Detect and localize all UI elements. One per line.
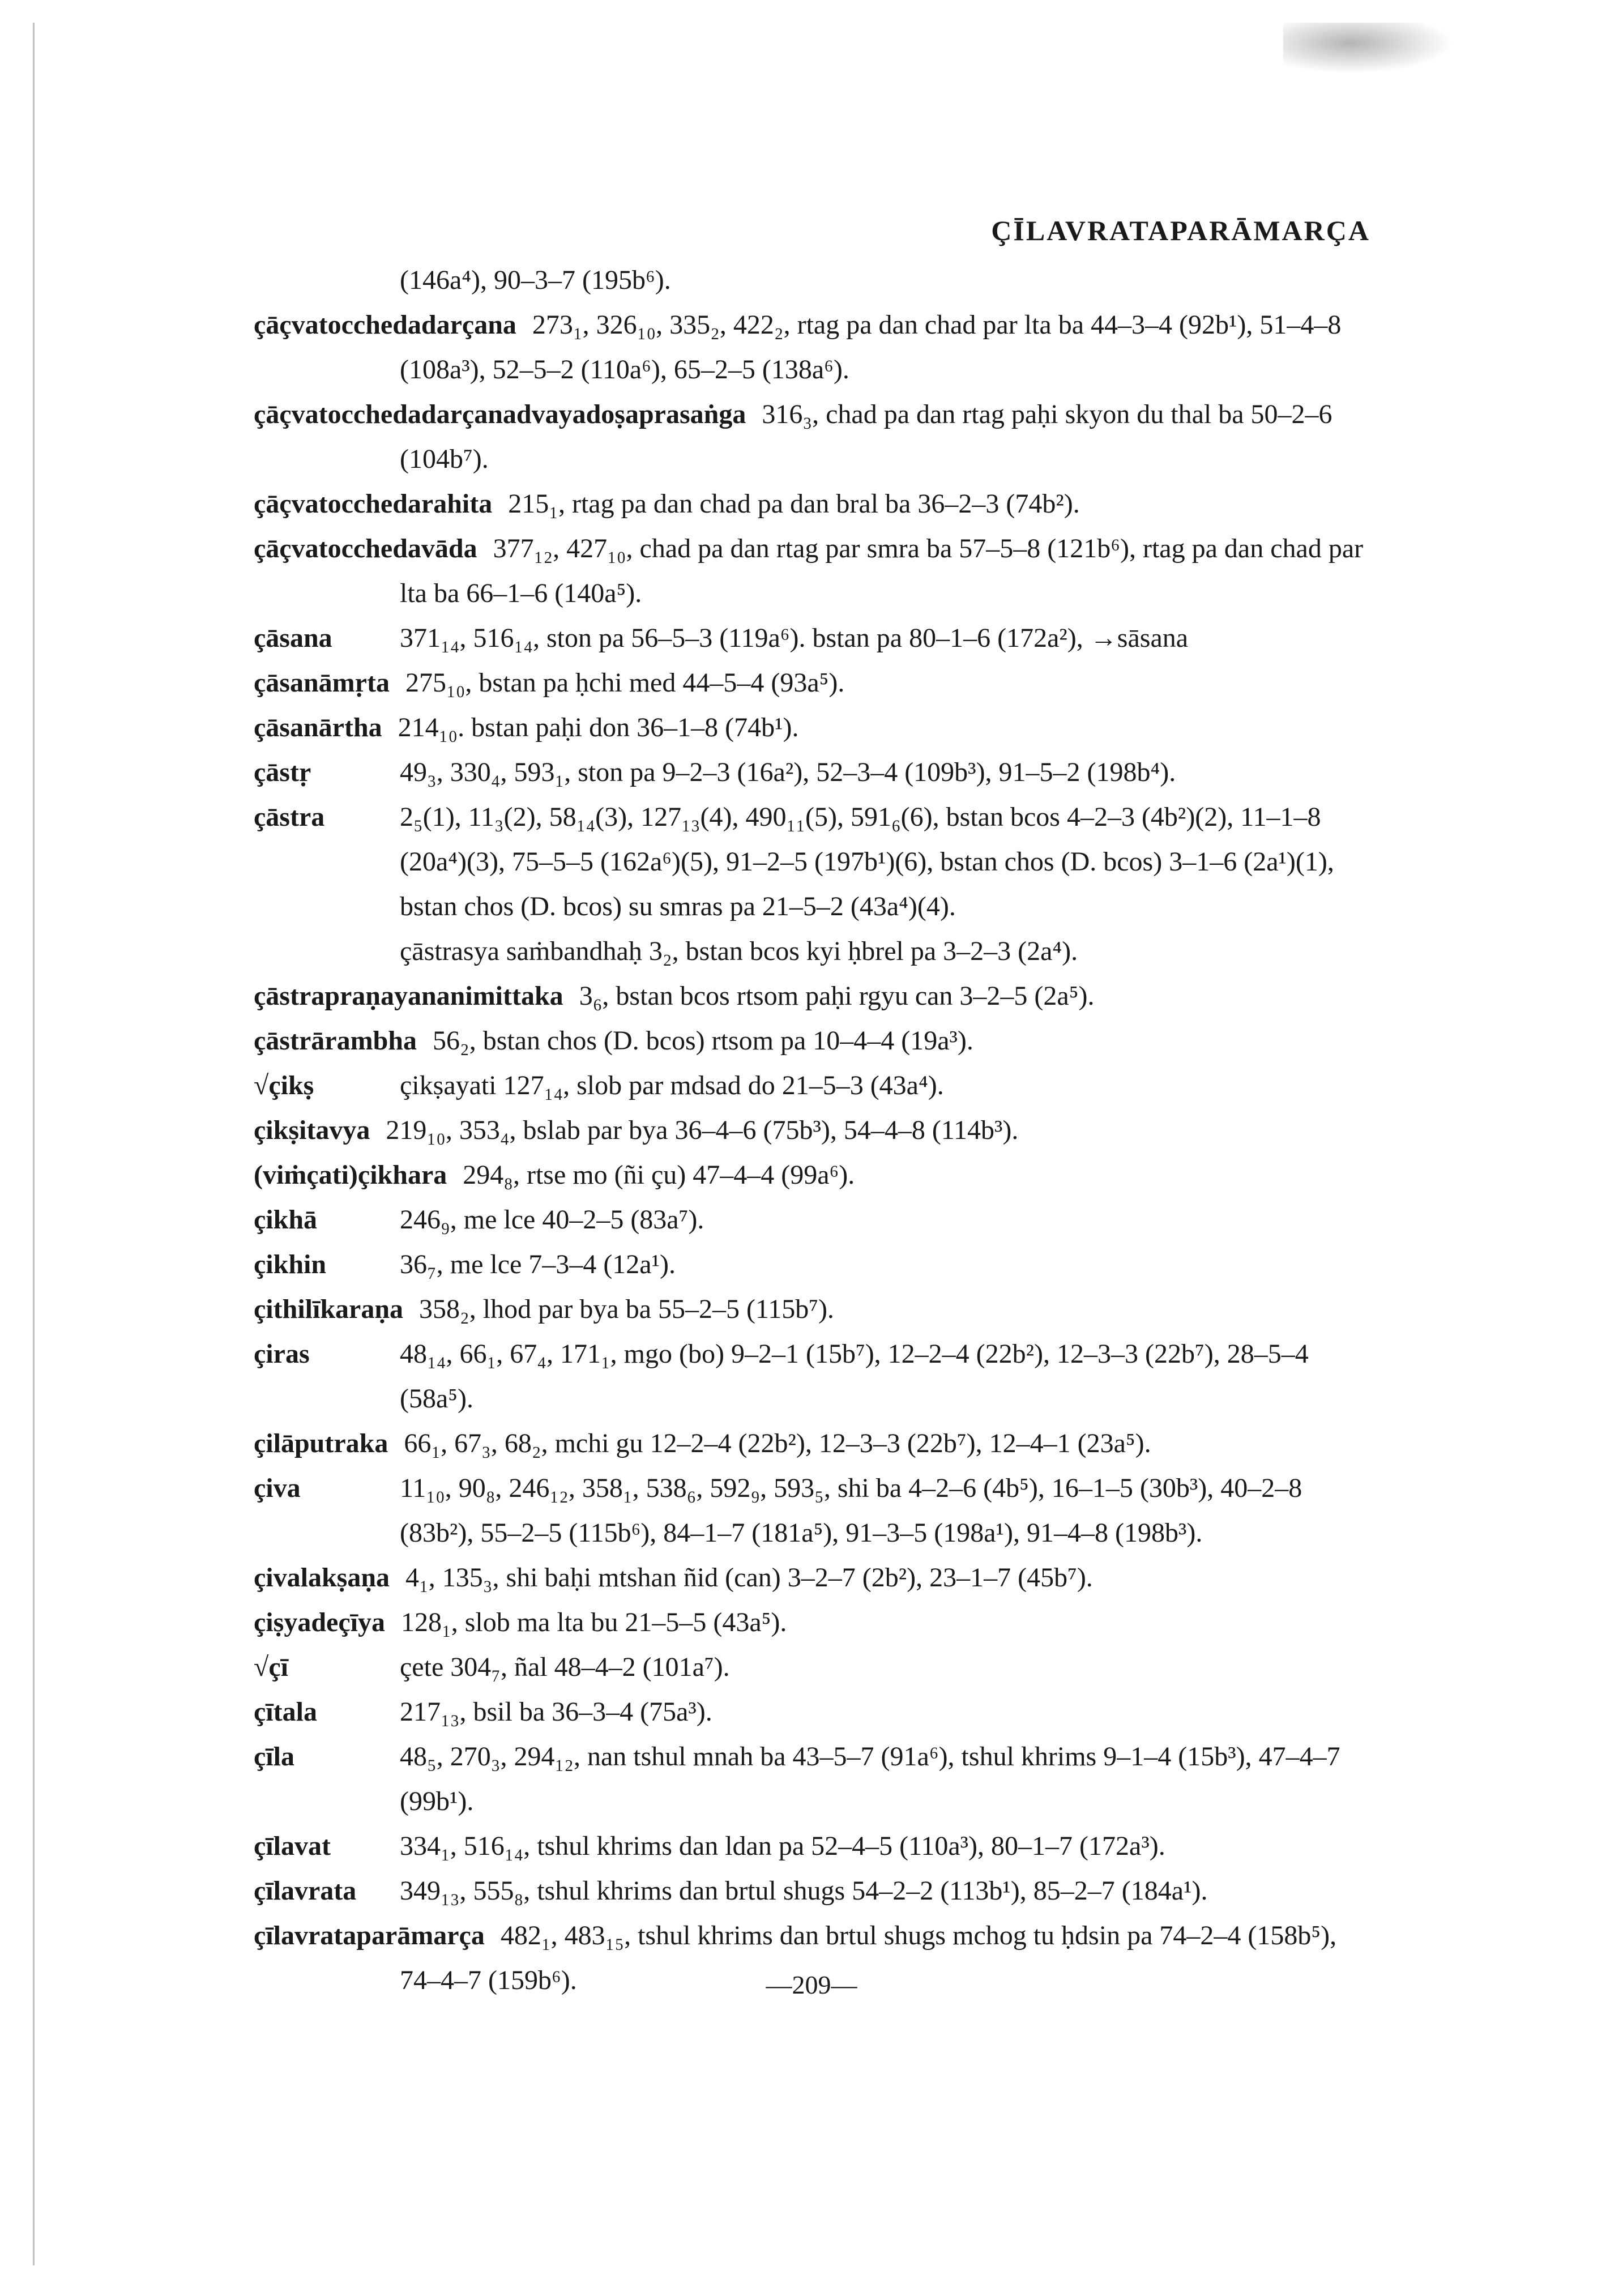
dictionary-entry	[254, 1689, 1365, 1734]
entry-headword: çiṣyadeçīya	[254, 1607, 385, 1637]
dictionary-entries	[254, 258, 1365, 2003]
dictionary-entry	[254, 1242, 1365, 1287]
entry-text: 334₁, 516₁₄, tshul khrims dan ldan pa 52–4–5 (110a³), 80–1–7 (172a³).	[400, 1831, 1165, 1861]
entry-headword: √çikṣ	[254, 1070, 314, 1100]
entry-headword: çikhin	[254, 1249, 327, 1279]
entry-text: 36₇, me lce 7–3–4 (12a¹).	[400, 1249, 676, 1279]
dictionary-entry	[254, 1018, 1365, 1063]
dictionary-entry	[254, 1331, 1365, 1421]
entry-text: 128₁, slob ma lta bu 21–5–5 (43a⁵).	[400, 1607, 787, 1637]
entry-text: 377₁₂, 427₁₀, chad pa dan rtag par smra ba 57–5–8 (121b⁶), rtag pa dan chad par lta ba 66–1–6 (140a⁵).	[400, 534, 1364, 608]
scan-edge-line	[33, 23, 35, 2265]
entry-headword: çīla	[254, 1742, 294, 1772]
entry-text: 273₁, 326₁₀, 335₂, 422₂, rtag pa dan chad par lta ba 44–3–4 (92b¹), 51–4–8 (108a³), 52–5–2 (110a⁶), 65–2–5 (138a⁶).	[400, 310, 1342, 385]
entry-headword: çivalakṣaṇa	[254, 1563, 390, 1593]
entry-text: 56₂, bstan chos (D. bcos) rtsom pa 10–4–4 (19a³).	[432, 1026, 973, 1056]
entry-subentry: çāstrasya saṁbandhaḥ 3₂, bstan bcos kyi ḥbrel pa 3–2–3 (2a⁴).	[400, 936, 1078, 966]
dictionary-entry	[254, 526, 1365, 616]
entry-headword: çilāputraka	[254, 1428, 388, 1458]
dictionary-entry	[254, 392, 1365, 481]
dictionary-entry	[254, 1600, 1365, 1645]
entry-headword: çāçvatocchedavāda	[254, 534, 477, 564]
entry-headword: (viṁçati)çikhara	[254, 1160, 447, 1190]
dictionary-entry	[254, 705, 1365, 750]
entry-headword: çītala	[254, 1697, 317, 1727]
entry-text: 482₁, 483₁₅, tshul khrims dan brtul shugs mchog tu ḥdsin pa 74–2–4 (158b⁵), 74–4–7 (159b⁶).	[400, 1921, 1337, 1995]
dictionary-entry	[254, 1421, 1365, 1466]
entry-headword: çīlavrataparāmarça	[254, 1921, 485, 1951]
entry-headword: çāsanāmṛta	[254, 668, 390, 698]
entry-text: 275₁₀, bstan pa ḥchi med 44–5–4 (93a⁵).	[405, 668, 845, 698]
running-title: ÇĪLAVRATAPARĀMARÇA	[991, 215, 1370, 246]
dictionary-entry	[254, 750, 1365, 795]
entry-text: 358₂, lhod par bya ba 55–2–5 (115b⁷).	[419, 1294, 834, 1324]
dictionary-entry	[254, 1824, 1365, 1868]
entry-headword: çiras	[254, 1339, 310, 1369]
entry-text: 4₁, 135₃, shi baḥi mtshan ñid (can) 3–2–7 (2b²), 23–1–7 (45b⁷).	[405, 1563, 1093, 1593]
dictionary-entry	[254, 302, 1365, 392]
entry-headword: çikṣitavya	[254, 1115, 370, 1145]
dictionary-entry	[254, 795, 1365, 974]
entry-text: 217₁₃, bsil ba 36–3–4 (75a³).	[400, 1697, 712, 1727]
entry-text: 48₁₄, 66₁, 67₄, 171₁, mgo (bo) 9–2–1 (15b⁷), 12–2–4 (22b²), 12–3–3 (22b⁷), 28–5–4 (58a⁵).	[400, 1339, 1309, 1414]
scan-smudge	[1283, 23, 1453, 74]
entry-text: 49₃, 330₄, 593₁, ston pa 9–2–3 (16a²), 52–3–4 (109b³), 91–5–2 (198b⁴).	[400, 757, 1176, 787]
entry-headword: çīlavrata	[254, 1876, 357, 1906]
entry-headword: çithilīkaraṇa	[254, 1294, 404, 1324]
entry-text: 2₅(1), 11₃(2), 58₁₄(3), 127₁₃(4), 490₁₁(5), 591₆(6), bstan bcos 4–2–3 (4b²)(2), 11–1–8 (20a⁴)(3), 75–5–5 (162a⁶)(5), 91–2–5 (197b¹)(6), bstan chos (D. bcos) 3–1–6 (2a¹)(1), bstan chos (D. bcos) su smras pa 21–5–2 (43a⁴)(4).	[400, 802, 1334, 921]
entry-text: 294₈, rtse mo (ñi çu) 47–4–4 (99a⁶).	[463, 1160, 855, 1190]
entry-headword: çāsana	[254, 623, 332, 653]
entry-headword: √çī	[254, 1652, 288, 1682]
page-number: —209—	[766, 1970, 857, 1999]
entry-text: çete 304₇, ñal 48–4–2 (101a⁷).	[400, 1652, 730, 1682]
dictionary-entry	[254, 1108, 1365, 1153]
dictionary-entry	[254, 660, 1365, 705]
entry-headword: çāstrapraṇayananimittaka	[254, 981, 563, 1011]
entry-headword: çāstṛ	[254, 757, 311, 787]
entry-list	[254, 302, 1365, 2003]
dictionary-entry	[254, 481, 1365, 526]
entry-text: 349₁₃, 555₈, tshul khrims dan brtul shugs 54–2–2 (113b¹), 85–2–7 (184a¹).	[400, 1876, 1208, 1906]
dictionary-entry	[254, 1645, 1365, 1689]
dictionary-entry	[254, 1287, 1365, 1331]
entry-text: 219₁₀, 353₄, bslab par bya 36–4–6 (75b³), 54–4–8 (114b³).	[386, 1115, 1019, 1145]
continuation-text: (146a⁴), 90–3–7 (195b⁶).	[400, 265, 671, 295]
dictionary-entry	[254, 1197, 1365, 1242]
entry-headword: çikhā	[254, 1205, 318, 1235]
entry-text: 3₆, bstan bcos rtsom paḥi rgyu can 3–2–5 (2a⁵).	[579, 981, 1095, 1011]
entry-text: 215₁, rtag pa dan chad pa dan bral ba 36–2–3 (74b²).	[508, 489, 1080, 519]
entry-headword: çiva	[254, 1473, 301, 1503]
dictionary-entry	[254, 1555, 1365, 1600]
entry-text: 48₅, 270₃, 294₁₂, nan tshul mnah ba 43–5–7 (91a⁶), tshul khrims 9–1–4 (15b³), 47–4–7 (99b¹).	[400, 1742, 1340, 1816]
dictionary-entry	[254, 1734, 1365, 1824]
entry-text: çikṣayati 127₁₄, slob par mdsad do 21–5–3 (43a⁴).	[400, 1070, 944, 1100]
dictionary-entry	[254, 616, 1365, 660]
entry-text: 214₁₀. bstan paḥi don 36–1–8 (74b¹).	[398, 712, 799, 742]
dictionary-entry	[254, 1153, 1365, 1197]
entry-text: 371₁₄, 516₁₄, ston pa 56–5–3 (119a⁶). bstan pa 80–1–6 (172a²), →sāsana	[400, 623, 1189, 653]
entry-headword: çāçvatocchedadarçana	[254, 310, 516, 340]
entry-headword: çīlavat	[254, 1831, 331, 1861]
entry-text: 11₁₀, 90₈, 246₁₂, 358₁, 538₆, 592₉, 593₅, shi ba 4–2–6 (4b⁵), 16–1–5 (30b³), 40–2–8 (83b²), 55–2–5 (115b⁶), 84–1–7 (181a⁵), 91–3–5 (198a¹), 91–4–8 (198b³).	[400, 1473, 1302, 1548]
entry-text: 66₁, 67₃, 68₂, mchi gu 12–2–4 (22b²), 12–3–3 (22b⁷), 12–4–1 (23a⁵).	[404, 1428, 1151, 1458]
entry-headword: çāsanārtha	[254, 712, 382, 742]
entry-headword: çāçvatocchedarahita	[254, 489, 493, 519]
entry-headword: çāçvatocchedadarçanadvayadoṣaprasaṅga	[254, 399, 746, 429]
dictionary-entry	[254, 974, 1365, 1018]
entry-headword: çāstra	[254, 802, 325, 832]
entry-text: 246₉, me lce 40–2–5 (83a⁷).	[400, 1205, 704, 1235]
continuation-line	[254, 258, 1365, 302]
entry-headword: çāstrārambha	[254, 1026, 417, 1056]
entry-text: 316₃, chad pa dan rtag paḥi skyon du thal ba 50–2–6 (104b⁷).	[400, 399, 1332, 474]
dictionary-entry	[254, 1868, 1365, 1913]
dictionary-entry	[254, 1466, 1365, 1555]
dictionary-entry	[254, 1063, 1365, 1108]
